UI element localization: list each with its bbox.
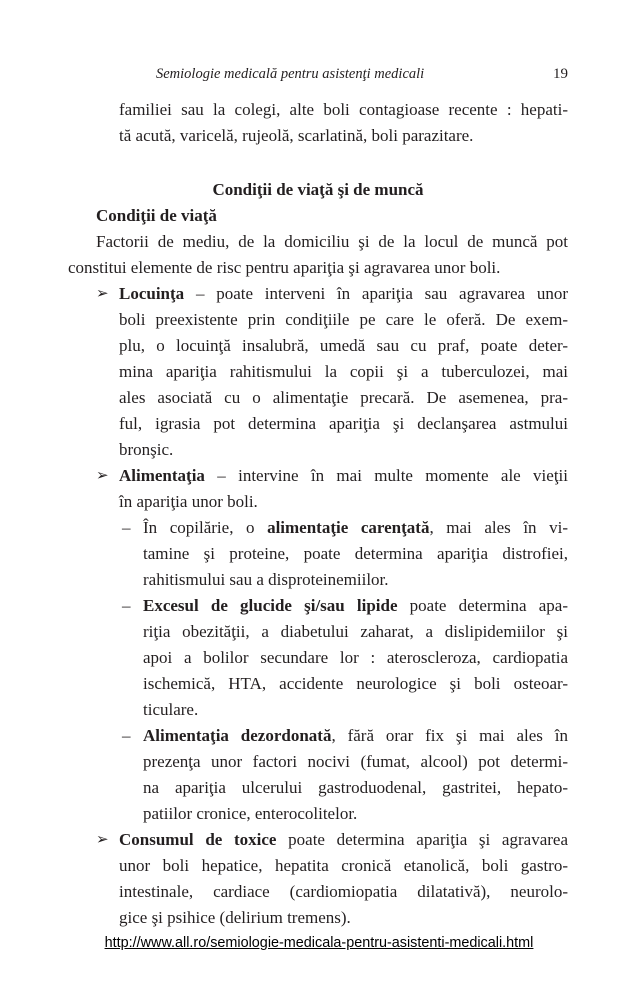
text-line: riţia obezităţii, a diabetului zaharat, a dislipidemiilor şi	[143, 622, 568, 641]
running-title: Semiologie medicală pentru asistenţi medicali	[156, 66, 425, 82]
text-line: mina apariţia rahitismului la copii şi a tuberculozei, mai	[119, 362, 568, 381]
dash-bullet: –	[122, 596, 131, 615]
text-line: constitui elemente de risc pentru apariţia şi agravarea unor boli.	[68, 258, 501, 277]
section-heading: Condiţii de viaţă şi de muncă	[212, 180, 424, 199]
page-number: 19	[553, 66, 568, 82]
sublist-item: Alimentaţia dezordonată, fără orar fix şi mai ales în	[143, 726, 568, 745]
text-line: ischemică, HTA, accidente neurologice şi boli osteoar-	[143, 674, 568, 693]
text-line: ales asociată cu o alimentaţie precară. De asemenea, pra-	[119, 388, 568, 407]
text-line: ful, igrasia pot determina apariţia şi declanşarea astmului	[119, 414, 568, 433]
text-line: patiilor cronice, enterocolitelor.	[143, 804, 358, 823]
text-line: boli preexistente prin condiţiile pe care le oferă. De exem-	[119, 310, 568, 329]
text-line: apoi a bolilor secundare lor : ateroscleroza, cardiopatia	[143, 648, 568, 667]
text-line: tamine şi proteine, poate determina apariţia distrofiei,	[143, 544, 568, 563]
list-item-toxice: Consumul de toxice poate determina apariţia şi agravarea	[119, 830, 568, 849]
text-line: rahitismului sau a disproteinemiilor.	[143, 570, 389, 589]
text-line: bronşic.	[119, 440, 174, 459]
subsection-heading: Condiţii de viaţă	[96, 206, 217, 225]
text-line: gice şi psihice (delirium tremens).	[119, 908, 351, 927]
text-line: în apariţia unor boli.	[119, 492, 258, 511]
text-line: familiei sau la colegi, alte boli contagioase recente : hepati-	[119, 100, 568, 119]
text-line: plu, o locuinţă insalubră, umedă sau cu praf, poate deter-	[119, 336, 568, 355]
arrow-bullet-icon: ➢	[96, 468, 109, 484]
text-line: na apariţia ulcerului gastroduodenal, gastritei, hepato-	[143, 778, 568, 797]
arrow-bullet-icon: ➢	[96, 832, 109, 848]
text-line: tă acută, varicelă, rujeolă, scarlatină, boli parazitare.	[119, 126, 474, 145]
text-line: intestinale, cardiace (cardiomiopatia dilatativă), neurolo-	[119, 882, 568, 901]
footer	[0, 933, 638, 953]
text-line: ticulare.	[143, 700, 199, 719]
dash-bullet: –	[122, 518, 131, 537]
sublist-item: În copilărie, o alimentaţie carenţată, mai ales în vi-	[143, 518, 568, 537]
sublist-item: Excesul de glucide şi/sau lipide poate determina apa-	[143, 596, 568, 615]
list-item-locuinta: Locuinţa – poate interveni în apariţia sau agravarea unor	[119, 284, 568, 303]
page-header	[68, 63, 568, 85]
arrow-bullet-icon: ➢	[96, 286, 109, 302]
list-item-alimentatia: Alimentaţia – intervine în mai multe momente ale vieţii	[119, 466, 568, 485]
text-line: Factorii de mediu, de la domiciliu şi de la locul de muncă pot	[96, 232, 568, 251]
text-line: prezenţa unor factori nocivi (fumat, alcool) pot determi-	[143, 752, 568, 771]
source-link[interactable]: http://www.all.ro/semiologie-medicala-pentru-asistenti-medicali.html	[104, 935, 534, 951]
text-line: unor boli hepatice, hepatita cronică etanolică, boli gastro-	[119, 856, 568, 875]
dash-bullet: –	[122, 726, 131, 745]
